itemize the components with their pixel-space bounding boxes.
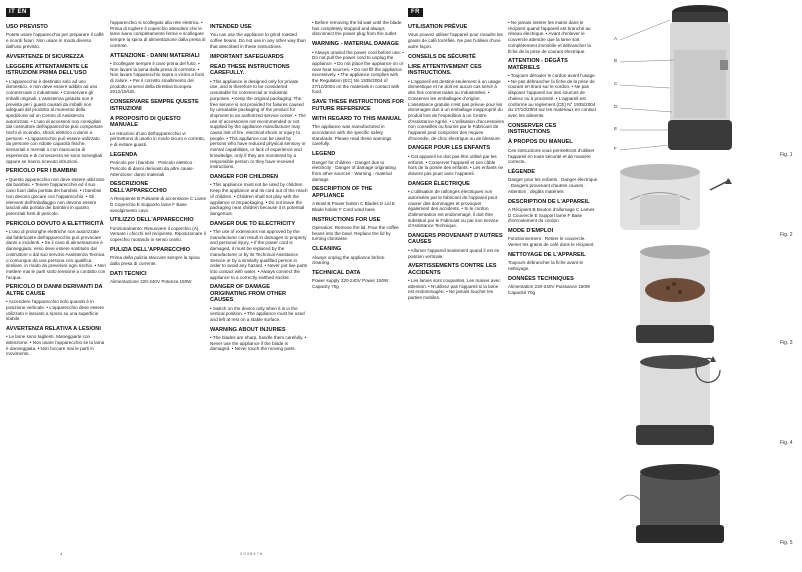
column-english-2 — [312, 20, 404, 545]
section-heading: CONSERVARE SEMPRE QUESTE ISTRUZIONI — [110, 99, 199, 112]
section-heading: CLEANING — [312, 246, 342, 253]
part-label-c: C — [614, 81, 618, 86]
section-heading: LEGGERE ATTENTAMENTE LE ISTRUZIONI PRIMA DELL'USO — [6, 63, 89, 77]
section-heading: DESCRIZIONE DELL'APPARECCHIO — [110, 181, 167, 194]
section-body: Pericolo per i bambini · Pericolo elettrico · Pericolo di danni derivanti da altre cause · Attenzione: danni materiali — [110, 160, 196, 177]
part-label-e: E — [614, 126, 618, 131]
section-heading: DANGER DUE TO ELECTRICITY — [210, 220, 296, 227]
column-italian-2 — [110, 20, 206, 545]
section-heading: ATTENTION - DÉGÂTS MATÉRIELS — [508, 58, 568, 71]
section-body: Danger pour les enfants · Danger électrique · Dangers provenant d'autres causes · Attention : dégâts matériels — [508, 177, 598, 194]
section-heading: PERICOLO DOVUTO A ELETTRICITÀ — [6, 220, 104, 227]
figures-illustration — [600, 0, 802, 567]
section-body: • L'apparecchio è destinato solo ad uso domestico, e non deve essere adibito ad uso commerciale o industriale. • Conservare gli imballi originali. L'assistenza gratuita non è prevista per i guasti causati da imballi non adeguati del prodotto al momento della spedizione ad un Centro di Assistenza autorizzato. • L'uso di accessori non consigliati dal costruttore dell'apparecchio può comportare rischi di incendio, shock elettrico o danni a persone. • L'apparecchio può essere utilizzato da persone con ridotte capacità fisiche, sensoriali o mentali o con mancanza di esperienza e di conoscenza se sono sorvegliati oppure se hanno ricevuto istruzioni. — [6, 78, 103, 164]
section-body: Potete usare l'apparecchio per preparare il caffè e ricordi futuri. Non usare in modo diverso dall'uso previsto. — [6, 32, 104, 49]
section-body: • Les lames sont coupantes. Les manier avec attention. • N'utilisez pas l'appareil si la lame est endommagée. • Ne jamais toucher les parties mobiles. — [408, 278, 501, 301]
language-tab-it-en: IT EN — [6, 8, 30, 17]
section-heading: À PROPOS DU MANUEL — [508, 139, 573, 146]
section-heading: DANGER FOR CHILDREN — [210, 173, 279, 180]
section-body: Always unplug the appliance before cleaning. — [312, 254, 385, 266]
section-heading: DONNÉES TECHNIQUES — [508, 275, 574, 282]
section-body: • Allumer l'appareil seulement quand il est en position verticale. — [408, 247, 500, 259]
section-heading: ATTENZIONE - DANNI MATERIALI — [110, 52, 200, 59]
section-body: A Bowl B Power button C Blades D Lid E Blade holder F Cord wind base — [312, 201, 395, 212]
grinder-fig5 — [620, 464, 724, 543]
section-body: Fonctionnement : Retirer le couvercle. Verser les grains de café dans le récipient. — [508, 236, 595, 248]
fig-4-label: Fig. 4 — [780, 440, 793, 446]
column-french-2 — [508, 20, 598, 545]
section-heading: WARNING ABOUT INJURIES — [210, 326, 286, 333]
section-body: Alimentation 220-240V Puissance 150W Capacité 70g — [508, 284, 591, 295]
section-heading: MODE D'EMPLOI — [508, 228, 554, 235]
section-body: You can use the appliance to grind roasted coffee beans. Do not use in any other way than that described in these instructions. — [210, 32, 306, 49]
section-body: • L'uso di prolunghe elettriche non autorizzate dal fabbricante dell'apparecchio può provocare danni e incidenti. • Se il cavo di alimentazione è danneggiato, esso deve essere sostituito dal costruttore o dal suo servizio Assistenza Tecnica o comunque da una persona con qualifica similare, in modo da prevenire ogni rischio. • Non mettere mai le parti sotto tensione a contatto con l'acqua. — [6, 229, 106, 280]
section-body: • This appliance must not be used by children. Keep the appliance and its cord out of the reach of children. • Children shall not play with the appliance or its packaging. • Do not leave the packaging near children because it is potential dangerous. — [210, 182, 308, 216]
section-heading: TECHNICAL DATA — [312, 269, 361, 276]
section-body: • Before removing the lid wait until the blade has completely stopped and always disconnect the power plug from the outlet. — [312, 20, 402, 37]
section-heading: DANGERS PROVENANT D'AUTRES CAUSES — [408, 233, 503, 246]
section-body: A Récipient B Bouton d'allumage C Lames D Couvercle E Support lame F Base d'enroulement du cordon — [508, 206, 595, 224]
section-body: The appliance was manufactured in accordance with the specific safety standards. Please read these warnings carefully. — [312, 124, 392, 147]
part-label-d: D — [614, 104, 618, 109]
section-heading: AVERTISSEMENTS CONTRE LES ACCIDENTS — [408, 263, 497, 276]
section-body: • Ne jamais insérer les mains dans le récipient quand l'appareil est branché au réseau électrique. • Avant d'enlever le couvercle attendre que la lame soit complètement immobile et débrancher la fiche de la prise de courant électrique. — [508, 20, 591, 54]
section-body: Danger for children · Danger due to electricity · Danger of damage originating from other sources · Warning - material damage — [312, 159, 396, 182]
section-heading: LIRE ATTENTIVEMENT CES INSTRUCTIONS. — [408, 63, 482, 77]
section-heading: DESCRIPTION DE L'APPAREIL — [508, 198, 590, 205]
section-body: Ces instructions vous permettront d'utiliser l'appareil en toute sécurité et de manière correcte. — [508, 147, 595, 165]
fig-1-label: Fig. 1 — [780, 152, 793, 158]
section-heading: DANGER ÉLECTRIQUE — [408, 180, 470, 187]
section-heading: USO PREVISTO — [6, 24, 48, 30]
section-heading: LEGENDA — [110, 151, 138, 158]
figures-panel — [600, 0, 802, 567]
grinder-fig2 — [620, 164, 732, 230]
section-heading: WITH REGARD TO THIS MANUAL — [312, 115, 402, 122]
language-tab-fr: FR — [408, 8, 423, 17]
fig-3-label: Fig. 3 — [780, 340, 793, 346]
section-heading: WARNING - MATERIAL DAMAGE — [312, 41, 399, 48]
section-heading: CONSERVER CES INSTRUCTIONS — [508, 122, 557, 136]
column-french-1 — [408, 20, 504, 545]
section-heading: DANGER POUR LES ENFANTS — [408, 145, 491, 152]
section-body: • Always unwind the power cord before use. • Do not pull the power cord to unplug the appliance. • Do not place the appliance on or near heat sources. • Do not fill the appliance excessively. • The appliance complies with the Regulation (EC) No 1935/2004 of 27/10/2004 on the materials in contact with food. — [312, 49, 404, 95]
section-heading: DANGER OF DAMAGE ORIGINATING FROM OTHER CAUSES — [210, 284, 287, 304]
section-body: • The use of extensions not approved by the manufacturer can result in damages to property and personal injury. • If the power cord is damaged, it must be replaced by the manufacturer or by its Technical Assistance Service or by a similarly qualified person in order to avoid any hazard. • Never put live parts into contact with water. • Always connect the appliance to a correctly earthed socket. — [210, 229, 308, 280]
section-heading: AVVERTENZE DI SICUREZZA — [6, 53, 84, 60]
grinder-fig3 — [636, 245, 714, 343]
section-body: • Cet appareil ne doit pas être utilisé par les enfants. • Conserver l'appareil et son câble hors de la portée des enfants. • Les enfants ne doivent pas jouer avec l'appareil. — [408, 153, 504, 176]
section-body: • Switch on the device only when it is in the vertical position. • The appliance must be used and left at rest on a stable surface. — [210, 305, 305, 322]
section-heading: PERICOLO DI DANNI DERIVANTI DA ALTRE CAUSE — [6, 284, 103, 297]
section-body: • Accendere l'apparecchio solo quando è in posizione verticale. • L'apparecchio deve essere utilizzato e lasciato a riposo su una superficie stabile. — [6, 299, 104, 322]
section-body: Vous pouvez utiliser l'appareil pour moudre les grains de café torréfiés. Ne pas l'utiliser d'une autre façon. — [408, 32, 503, 49]
part-label-f: F — [614, 146, 617, 151]
section-heading: PULIZIA DELL'APPARECCHIO — [110, 246, 190, 253]
section-heading: LEGEND — [312, 151, 336, 158]
section-heading: INSTRUCTIONS FOR USE — [312, 216, 381, 223]
page-number: 4 — [60, 551, 63, 556]
section-heading: A PROPOSITO DI QUESTO MANUALE — [110, 115, 181, 129]
section-body: Funzionamento: Rimuovere il coperchio (A). Versare i chicchi nel recipiente. Riposizionare il coperchio ruotando in senso orario. — [110, 225, 206, 243]
section-body: • Le lame sono taglienti. Maneggiarle con attenzione. • Non usare l'apparecchio se la lama è danneggiata. • Non toccare mai le parti in movimento. — [6, 334, 105, 357]
column-italian-1 — [6, 20, 106, 545]
section-body: • The blades are sharp, handle them carefully. • Never use the appliance if the blade is damaged. • Never touch the moving parts. — [210, 335, 307, 352]
product-code: 2 0 4 5 4 7 6 — [240, 551, 263, 556]
section-heading: NETTOYAGE DE L'APPAREIL — [508, 251, 586, 258]
section-body: • Toujours dérouler le cordon avant l'usage. • Ne pas débrancher la fiche de la prise de courant en tirant sur le cordon. • Ne pas disposer l'appareil sur des sources de chaleur ou à proximité. • L'appareil est conforme au règlement (CE) N° 1935/2004 du 27/10/2004 sur les matériaux en contact avec les aliments. — [508, 73, 597, 118]
section-body: Le istruzioni d'uso dell'apparecchio vi permettono di usarlo in modo sicuro e corretto, e di evitare guasti. — [110, 130, 205, 148]
part-label-a: A — [614, 36, 618, 41]
section-body: • L'utilisation de rallonges électriques non autorisées par le fabricant de l'appareil peut causer des dommages et provoquer également des accidents. • Si le cordon d'alimentation est endommagé, il doit être substitué par le Fabricant ou par son service d'Assistance Technique. — [408, 189, 499, 229]
grinder-fig4 — [636, 355, 720, 445]
section-heading: IMPORTANT SAFEGUARDS — [210, 53, 284, 60]
section-body: A Recipiente B Pulsante di accensione C Lame D Coperchio E Supporto lame F Base avvolgimento cavo — [110, 196, 206, 213]
section-body: Power supply 220-240V Power 150W Capacity 70g — [312, 278, 389, 290]
fig-2-label: Fig. 2 — [780, 232, 793, 238]
section-heading: SAVE THESE INSTRUCTIONS FOR FUTURE REFERENCE — [312, 99, 404, 112]
section-body: Alimentazione 220-240V Potenza 150W — [110, 279, 192, 285]
section-heading: DATI TECNICI — [110, 270, 147, 277]
part-label-b: B — [614, 58, 618, 63]
section-body: l'apparecchio si scollegato alla rete elettrica. • Prima di togliere il coperchio attendere che le lame siano completamente ferme e scollegare sempre la spina di alimentazione dalla presa di corrente. — [110, 20, 206, 48]
section-body: • Scollegare sempre il cavo prima del fuso. • Non lavare la lama dalla presa di corrente. • Non lavare l'apparecchio sopra o vicino a fonti di calore. • Per il corretto smaltimento del prodotto ai sensi della Direttiva Europea 2012/19/UE. — [110, 60, 204, 95]
section-body: Operation: Remove the lid. Pour the coffee beans into the bowl. Replace the lid by turning clockwise. — [312, 225, 399, 242]
section-heading: PERICOLO PER I BAMBINI — [6, 168, 77, 175]
fig-5-label: Fig. 5 — [780, 540, 793, 546]
grinder-fig1 — [620, 5, 732, 150]
section-heading: INTENDED USE — [210, 24, 252, 30]
section-heading: DESCRIPTION OF THE APPLIANCE — [312, 186, 373, 199]
section-body: • This appliance is designed only for private use, and is therefore to be considered unsuitable for commercial or industrial purposes. • Keep the original packaging. The free service is not provided for failures caused by unsuitable packaging of the product for shipment to an authorized service center. • The use of accessories not recommended or not supplied by the appliance manufacturer may cause risk of fire, electrical shock or injury to people. • This appliance can be used by persons who have reduced physical sensory or mental capabilities, or lack of experience and knowledge, only if they are monitored by a responsible person or they have received instructions. — [210, 78, 306, 170]
section-body: Toujours débrancher la fiche avant le nettoyage. — [508, 260, 584, 271]
section-heading: CONSEILS DE SÉCURITÉ — [408, 53, 476, 60]
section-heading: UTILISATION PRÉVUE — [408, 24, 468, 30]
section-heading: LÉGENDE — [508, 168, 536, 175]
section-heading: AVVERTENZA RELATIVA A LESIONI — [6, 325, 101, 332]
section-heading: READ THESE INSTRUCTIONS CAREFULLY. — [210, 63, 290, 77]
section-body: Prima della pulizia staccare sempre la spina dalla presa di corrente. — [110, 255, 200, 266]
section-body: • L'appareil est destiné seulement à un usage domestique et ne doit en aucun cas servir à des fins commerciales ou industrielles. • Conserver les emballages d'origine. L'assistance gratuite n'est pas prévue pour les dommages dus à un emballage inapproprié du produit lors de l'expédition à un Centre d'Assistance Agréé. • L'utilisation d'accessoires non conseillés ou fournis par le Fabricant de l'appareil peut comporter des risques d'incendie, de choc électrique ou de blessure. — [408, 78, 504, 141]
section-body: • Questo apparecchio non deve essere utilizzato dai bambini. • Tenere l'apparecchio ed il suo cavo fuori dalla portata dei bambini. • I bambini non devono giocare con l'apparecchio. • Gli elementi dell'imballaggio non devono essere lasciati alla portata dei bambini in quanto potenziali fonti di pericolo. — [6, 176, 105, 216]
section-heading: UTILIZZO DELL'APPARECCHIO — [110, 217, 194, 224]
column-english-1 — [210, 20, 308, 545]
